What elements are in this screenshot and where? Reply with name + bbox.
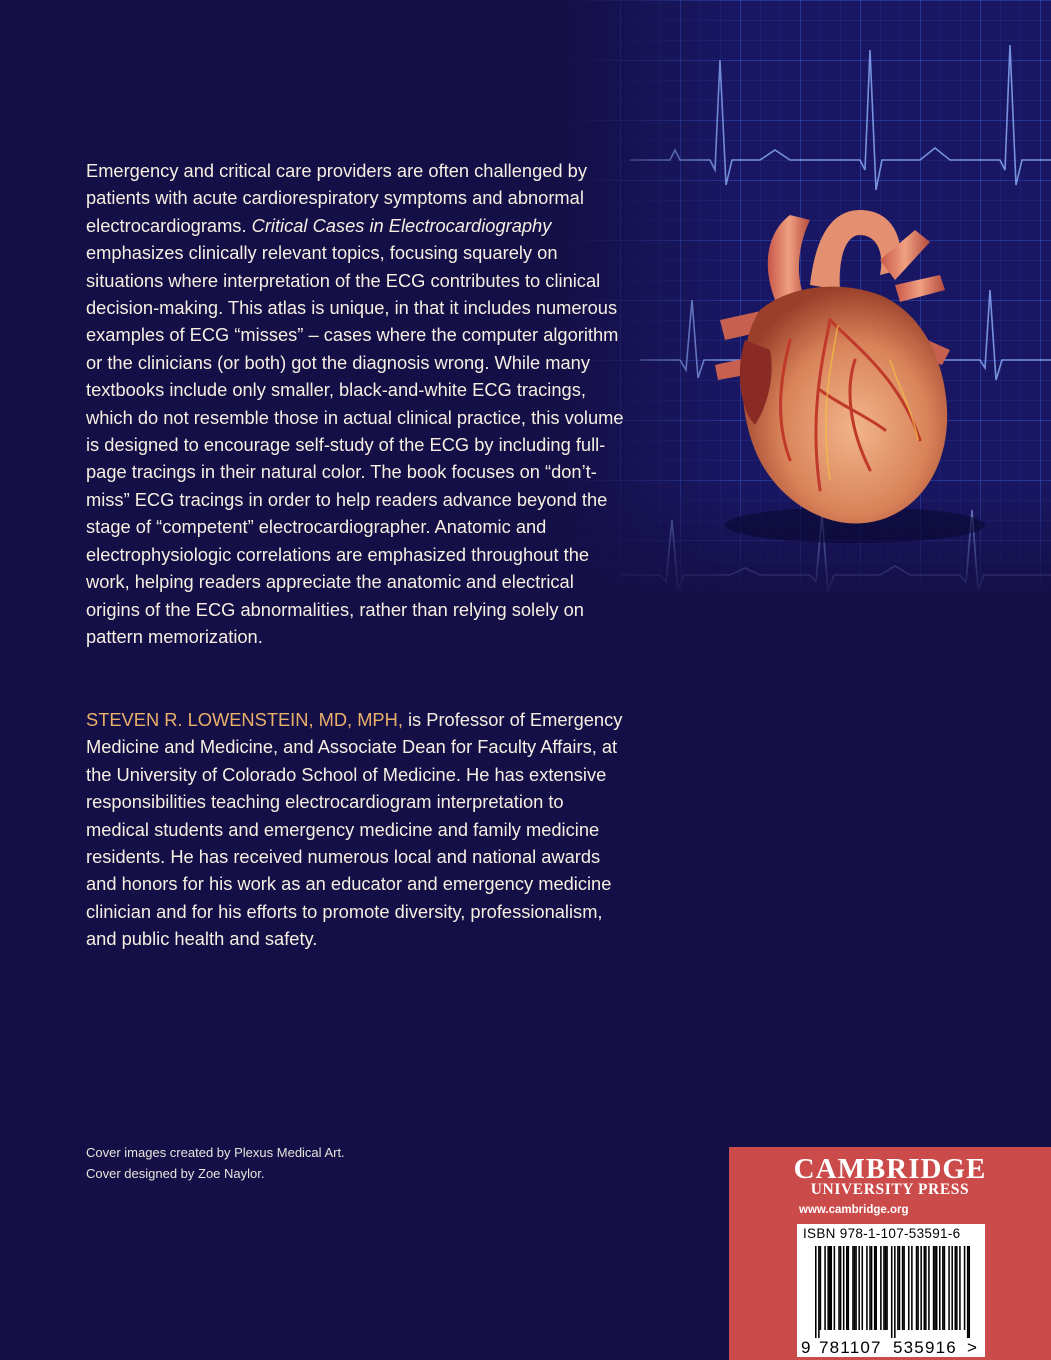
barcode-bar — [911, 1246, 913, 1330]
barcode-bar — [899, 1246, 901, 1330]
barcode-bar — [939, 1246, 941, 1330]
publisher-logo-subtitle: UNIVERSITY PRESS — [810, 1181, 970, 1198]
barcode-bar — [831, 1246, 833, 1330]
author-bio — [86, 706, 631, 953]
barcode-bar — [875, 1246, 877, 1330]
barcode-bar — [967, 1246, 969, 1338]
barcode-bar — [956, 1246, 958, 1330]
barcode-bar — [820, 1246, 822, 1330]
barcode-bar — [866, 1246, 868, 1330]
barcode-bar — [869, 1246, 871, 1330]
barcode-bar — [934, 1246, 936, 1330]
barcode-bar — [824, 1246, 826, 1330]
publisher-logo-name: CAMBRIDGE — [793, 1153, 987, 1185]
barcode-bar — [951, 1246, 953, 1330]
book-title: Critical Cases in Electrocardiography — [251, 214, 552, 236]
publisher-block — [729, 1147, 1051, 1360]
author-bio-text: is Professor of Emergency Medicine and Medicine, and Associate Dean for Faculty Affairs, at the University of Colorado School of Medicine. He has extensive responsibilities teaching electrocardiogram interpretation to medical students and emergency medicine and family medicine residents. He has received numerous local and national awards and honors for his work as an educator and emergency medicine clinician and for his efforts to promote diversity, professionalism, and public health and safety. — [86, 709, 623, 950]
barcode-bar — [948, 1246, 950, 1330]
barcode-panel — [797, 1224, 985, 1357]
barcode-bar — [936, 1246, 938, 1330]
barcode-bars — [815, 1246, 970, 1338]
barcode-digit-first: 9 — [801, 1338, 811, 1357]
barcode-bar — [924, 1246, 926, 1330]
barcode-bar — [928, 1246, 930, 1330]
barcode-bar — [885, 1246, 887, 1330]
barcode-bar — [917, 1246, 919, 1330]
barcode-bar — [902, 1246, 904, 1330]
barcode-bar — [862, 1246, 864, 1330]
barcode-bar — [955, 1246, 957, 1330]
barcode-bar — [964, 1246, 966, 1330]
barcode-bar — [897, 1246, 899, 1330]
book-description — [86, 157, 631, 650]
barcode-bar — [858, 1246, 860, 1330]
description-text-rest: emphasizes clinically relevant topics, focusing squarely on situations where interpretation of the ECG contributes to clinical decision-making. This atlas is unique, in that it includes numerous examples of ECG “misses” – cases where the computer algorithm or the clinicians (or both) got the diagnosis wrong. While many textbooks include only smaller, black-and-white ECG tracings, which do not resemble those in actual clinical practice, this volume is designed to encourage self-study of the ECG by including full-page tracings in their natural color. The book focuses on “don’t-miss” ECG tracings in order to help readers advance beyond the stage of “competent” electrocardiographer. Anatomic and electrophysiologic correlations are emphasized throughout the work, helping readers appreciate the anatomic and electrical origins of the ECG abnormalities, rather than relying solely on pattern memorization. — [86, 242, 624, 647]
barcode-bar — [891, 1246, 893, 1338]
cover-credits — [86, 1142, 345, 1184]
barcode-bar — [829, 1246, 831, 1330]
publisher-url: www.cambridge.org — [799, 1204, 909, 1216]
barcode-bar — [874, 1246, 876, 1330]
barcode-end-marker: > — [967, 1338, 977, 1357]
barcode-bar — [848, 1246, 850, 1330]
barcode-bar — [944, 1246, 946, 1330]
barcode-bar — [827, 1246, 829, 1330]
barcode-bar — [852, 1246, 854, 1330]
barcode-bar — [834, 1246, 836, 1330]
barcode-bar — [815, 1246, 817, 1338]
barcode-bar — [903, 1246, 905, 1330]
isbn-label: ISBN 978-1-107-53591-6 — [803, 1226, 961, 1241]
barcode-bar — [843, 1246, 845, 1330]
barcode-bar — [968, 1246, 970, 1338]
heart-illustration — [680, 190, 1010, 550]
design-credit: Cover designed by Zoe Naylor. — [86, 1166, 265, 1181]
barcode-graphic — [797, 1244, 985, 1357]
description-text-start: Emergency and critical care providers are often challenged by patients with acute cardiorespiratory symptoms and abnormal electrocardiograms. — [86, 160, 587, 236]
image-credit: Cover images created by Plexus Medical Art. — [86, 1145, 345, 1160]
barcode-bar — [846, 1246, 848, 1330]
barcode-bar — [908, 1246, 910, 1330]
barcode-bar — [916, 1246, 918, 1330]
barcode-bar — [871, 1246, 873, 1330]
barcode-bar — [942, 1246, 944, 1330]
barcode-bar — [920, 1246, 922, 1330]
barcode-bar — [880, 1246, 882, 1330]
barcode-bar — [959, 1246, 961, 1330]
barcode-bar — [838, 1246, 840, 1330]
barcode-digits-group1: 781107 — [819, 1338, 882, 1357]
barcode-bar — [933, 1246, 935, 1330]
barcode-bar — [855, 1246, 857, 1330]
author-name: STEVEN R. LOWENSTEIN, MD, MPH, — [86, 709, 403, 730]
barcode-bar — [886, 1246, 888, 1330]
barcode-bar — [854, 1246, 856, 1330]
barcode-bar — [818, 1246, 820, 1338]
barcode-digits-group2: 535916 — [893, 1338, 957, 1357]
barcode-bar — [925, 1246, 927, 1330]
barcode-bar — [883, 1246, 885, 1330]
barcode-bar — [894, 1246, 896, 1338]
barcode-bar — [840, 1246, 842, 1330]
